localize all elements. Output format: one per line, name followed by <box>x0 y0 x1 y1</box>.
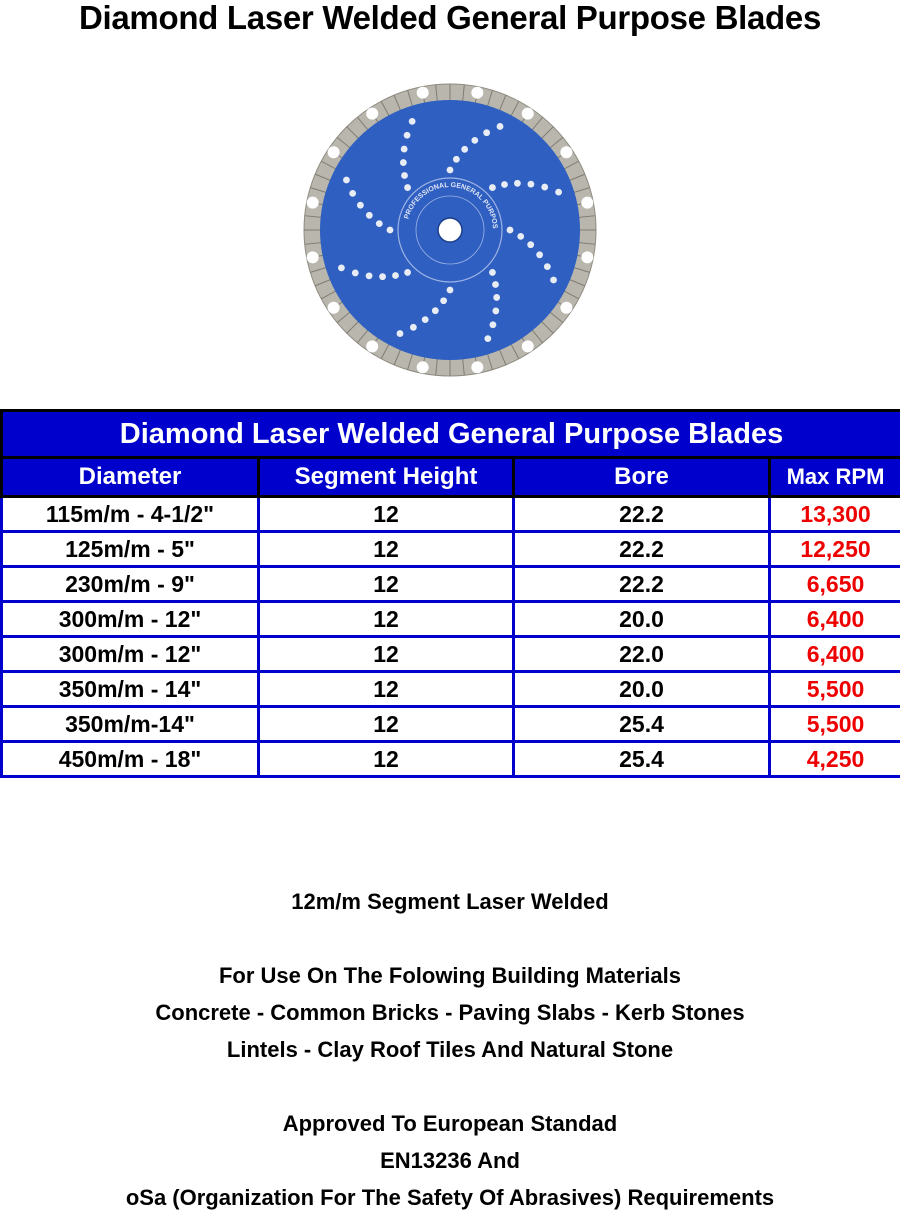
cell-diameter: 450m/m - 18" <box>2 742 259 777</box>
segment-note: 12m/m Segment Laser Welded <box>0 883 900 920</box>
cooling-hole <box>401 172 408 179</box>
table-row <box>2 602 900 637</box>
approval-line-3: oSa (Organization For The Safety Of Abrasives) Requirements <box>0 1179 900 1216</box>
cooling-hole <box>409 118 416 125</box>
cooling-hole <box>461 146 468 153</box>
cooling-hole <box>343 177 350 184</box>
blade-gullet <box>581 197 593 209</box>
cooling-hole <box>492 308 499 315</box>
cooling-hole <box>366 212 373 219</box>
header-max-rpm: Max RPM <box>770 458 900 497</box>
arbor-hole <box>438 218 462 242</box>
table-row <box>2 707 900 742</box>
cell-bore: 20.0 <box>514 602 770 637</box>
cell-diameter: 350m/m - 14" <box>2 672 259 707</box>
blade-gullet <box>471 361 483 373</box>
cooling-hole <box>401 146 408 153</box>
materials-line-2: Lintels - Clay Roof Tiles And Natural Stone <box>0 1031 900 1068</box>
cooling-hole <box>492 281 499 288</box>
cooling-hole <box>404 132 411 139</box>
cooling-hole <box>489 269 496 276</box>
cooling-hole <box>349 190 356 197</box>
blade-icon <box>300 80 600 380</box>
cooling-hole <box>410 324 417 331</box>
header-bore: Bore <box>514 458 770 497</box>
cell-bore: 20.0 <box>514 672 770 707</box>
cell-diameter: 230m/m - 9" <box>2 567 259 602</box>
cooling-hole <box>338 264 345 271</box>
cell-segment-height: 12 <box>259 742 514 777</box>
cell-bore: 22.2 <box>514 497 770 532</box>
blade-gullet <box>560 302 572 314</box>
header-segment-height: Segment Height <box>259 458 514 497</box>
cooling-hole <box>490 321 497 328</box>
cooling-hole <box>489 184 496 191</box>
cell-bore: 25.4 <box>514 707 770 742</box>
table-header-row <box>2 458 900 497</box>
cell-bore: 22.0 <box>514 637 770 672</box>
blade-gullet <box>471 87 483 99</box>
table-row <box>2 742 900 777</box>
cooling-hole <box>507 227 514 234</box>
cooling-hole <box>517 233 524 240</box>
materials-heading: For Use On The Folowing Building Materials <box>0 957 900 994</box>
cooling-hole <box>484 335 491 342</box>
blade-gullet <box>328 302 340 314</box>
cell-bore: 22.2 <box>514 532 770 567</box>
cell-diameter: 300m/m - 12" <box>2 602 259 637</box>
blade-gullet <box>417 87 429 99</box>
blade-gullet <box>307 251 319 263</box>
cooling-hole <box>447 287 454 294</box>
blade-gullet <box>581 251 593 263</box>
cell-max-rpm: 6,650 <box>770 567 900 602</box>
table-row <box>2 497 900 532</box>
cell-max-rpm: 5,500 <box>770 672 900 707</box>
cooling-hole <box>528 181 535 188</box>
cooling-hole <box>447 167 454 174</box>
cooling-hole <box>392 272 399 279</box>
blade-gullet <box>366 108 378 120</box>
cell-diameter: 115m/m - 4-1/2" <box>2 497 259 532</box>
cell-max-rpm: 12,250 <box>770 532 900 567</box>
cell-segment-height: 12 <box>259 532 514 567</box>
diamond-blade-image <box>300 80 600 380</box>
cooling-hole <box>541 184 548 191</box>
cooling-hole <box>376 220 383 227</box>
blade-gullet <box>522 340 534 352</box>
table-row <box>2 532 900 567</box>
cell-bore: 22.2 <box>514 567 770 602</box>
cell-diameter: 125m/m - 5" <box>2 532 259 567</box>
cooling-hole <box>453 156 460 163</box>
table-caption: Diamond Laser Welded General Purpose Blades <box>2 411 900 458</box>
cell-max-rpm: 6,400 <box>770 637 900 672</box>
spec-table <box>0 409 900 778</box>
cooling-hole <box>536 251 543 258</box>
cooling-hole <box>514 180 521 187</box>
page-title: Diamond Laser Welded General Purpose Blades <box>0 0 900 36</box>
table-row <box>2 637 900 672</box>
cooling-hole <box>357 202 364 209</box>
cooling-hole <box>404 184 411 191</box>
cell-diameter: 350m/m-14" <box>2 707 259 742</box>
approval-line-1: Approved To European Standad <box>0 1105 900 1142</box>
cooling-hole <box>550 277 557 284</box>
cooling-hole <box>501 181 508 188</box>
blade-gullet <box>560 146 572 158</box>
cooling-hole <box>483 129 490 136</box>
cell-segment-height: 12 <box>259 602 514 637</box>
cooling-hole <box>404 269 411 276</box>
cooling-hole <box>440 297 447 304</box>
cooling-hole <box>379 273 386 280</box>
cell-max-rpm: 13,300 <box>770 497 900 532</box>
cooling-hole <box>366 272 373 279</box>
cooling-hole <box>432 307 439 314</box>
cooling-hole <box>544 263 551 270</box>
cell-segment-height: 12 <box>259 672 514 707</box>
cooling-hole <box>387 227 394 234</box>
cooling-hole <box>422 316 429 323</box>
header-diameter: Diameter <box>2 458 259 497</box>
blade-gullet <box>366 340 378 352</box>
cooling-hole <box>400 159 407 166</box>
cell-segment-height: 12 <box>259 567 514 602</box>
approval-line-2: EN13236 And <box>0 1142 900 1179</box>
cell-segment-height: 12 <box>259 707 514 742</box>
cell-bore: 25.4 <box>514 742 770 777</box>
cell-diameter: 300m/m - 12" <box>2 637 259 672</box>
table-row <box>2 672 900 707</box>
materials-line-1: Concrete - Common Bricks - Paving Slabs - Kerb Stones <box>0 994 900 1031</box>
cooling-hole <box>497 123 504 130</box>
cooling-hole <box>555 189 562 196</box>
cell-max-rpm: 6,400 <box>770 602 900 637</box>
table-row <box>2 567 900 602</box>
cell-max-rpm: 4,250 <box>770 742 900 777</box>
blade-gullet <box>417 361 429 373</box>
cell-segment-height: 12 <box>259 637 514 672</box>
blade-gullet <box>328 146 340 158</box>
cooling-hole <box>352 270 359 277</box>
blade-print-label: PROFESSIONAL GENERAL PURPOS <box>300 80 498 229</box>
cell-max-rpm: 5,500 <box>770 707 900 742</box>
cell-segment-height: 12 <box>259 497 514 532</box>
cooling-hole <box>397 330 404 337</box>
blade-gullet <box>307 197 319 209</box>
blade-gullet <box>522 108 534 120</box>
cooling-hole <box>493 294 500 301</box>
cooling-hole <box>527 241 534 248</box>
cooling-hole <box>471 137 478 144</box>
